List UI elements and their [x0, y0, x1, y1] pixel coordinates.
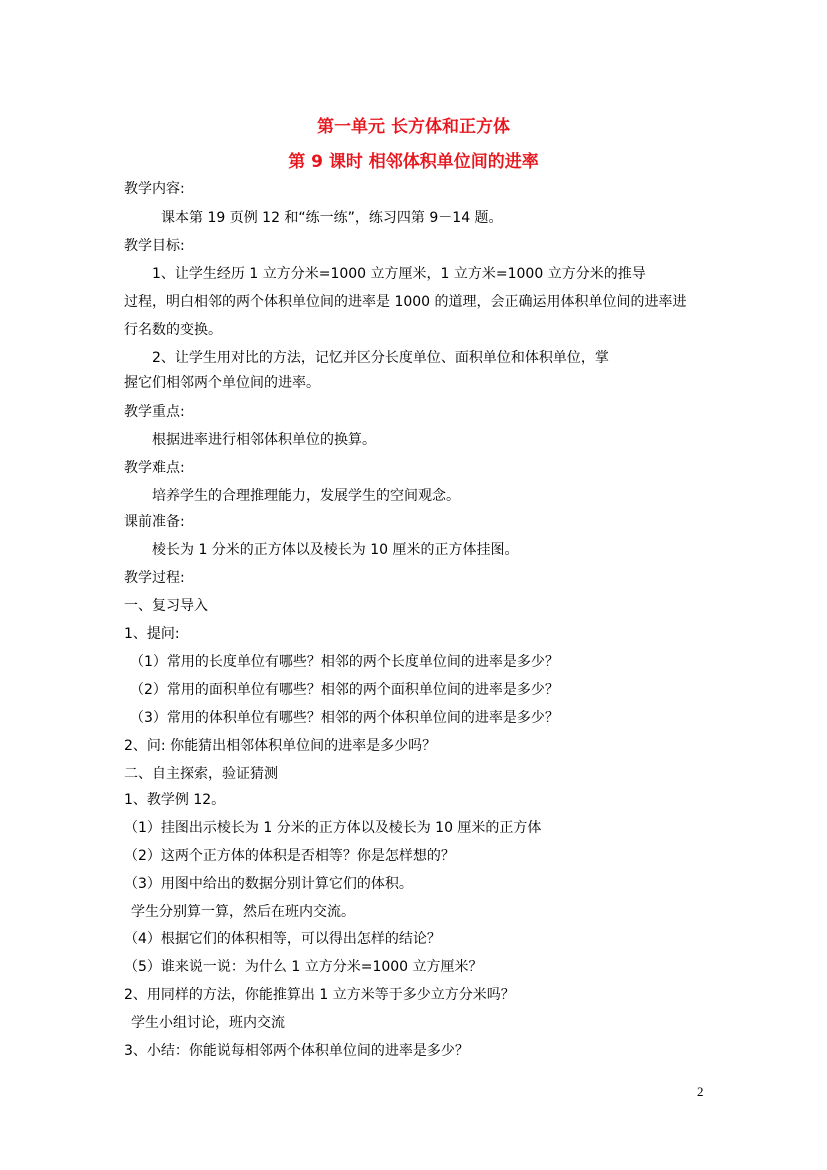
- text-line: 过程，明白相邻的两个体积单位间的进率是 1000 的道理，会正确运用体积单位间的进率进: [124, 294, 687, 310]
- text-line: （2）常用的面积单位有哪些？相邻的两个面积单位间的进率是多少？: [130, 682, 559, 698]
- text-line: 教学重点:: [124, 404, 185, 420]
- text-line: 2、让学生用对比的方法，记忆并区分长度单位、面积单位和体积单位，掌: [152, 350, 609, 366]
- text-line: 教学过程:: [124, 570, 185, 586]
- text-line: （4）根据它们的体积相等，可以得出怎样的结论？: [124, 931, 441, 947]
- text-line: 行名数的变换。: [124, 322, 222, 338]
- text-line: （2）这两个正方体的体积是否相等？你是怎样想的？: [124, 848, 455, 864]
- text-line: 3、小结：你能说每相邻两个体积单位间的进率是多少？: [124, 1043, 469, 1059]
- text-line: 学生小组讨论，班内交流: [131, 1015, 285, 1031]
- text-line: （1）常用的长度单位有哪些？相邻的两个长度单位间的进率是多少？: [130, 654, 559, 670]
- text-line: 2、用同样的方法，你能推算出 1 立方米等于多少立方分米吗？: [124, 987, 515, 1003]
- document-title: 第一单元 长方体和正方体: [317, 117, 510, 137]
- text-line: 教学内容:: [124, 181, 185, 197]
- text-line: 1、让学生经历 1 立方分米=1000 立方厘米，1 立方米=1000 立方分米的推导: [152, 266, 646, 282]
- text-line: 棱长为 1 分米的正方体以及棱长为 10 厘米的正方体挂图。: [152, 542, 519, 558]
- text-line: 课本第 19 页例 12 和“练一练”，练习四第 9－14 题。: [161, 210, 503, 226]
- text-line: 教学难点:: [124, 460, 185, 476]
- text-line: 2、问: 你能猜出相邻体积单位间的进率是多少吗？: [124, 738, 437, 754]
- text-line: 课前准备:: [124, 514, 185, 530]
- text-line: 一、复习导入: [124, 598, 208, 614]
- text-line: （3）常用的体积单位有哪些？相邻的两个体积单位间的进率是多少？: [130, 710, 559, 726]
- document-subtitle: 第 9 课时 相邻体积单位间的进率: [288, 152, 539, 172]
- text-line: 二、自主探索，验证猜测: [124, 766, 278, 782]
- text-line: （1）挂图出示棱长为 1 分米的正方体以及棱长为 10 厘米的正方体: [124, 820, 542, 836]
- text-line: （5）谁来说一说：为什么 1 立方分米=1000 立方厘米？: [124, 959, 483, 975]
- text-line: 1、教学例 12。: [124, 792, 226, 808]
- text-line: 1、提问:: [124, 626, 180, 642]
- text-line: 握它们相邻两个单位间的进率。: [124, 375, 320, 391]
- text-line: 学生分别算一算，然后在班内交流。: [131, 904, 355, 920]
- page-number: 2: [697, 1084, 704, 1099]
- text-line: 根据进率进行相邻体积单位的换算。: [152, 432, 376, 448]
- text-line: 教学目标:: [124, 238, 185, 254]
- text-line: 培养学生的合理推理能力，发展学生的空间观念。: [152, 488, 460, 504]
- text-line: （3）用图中给出的数据分别计算它们的体积。: [124, 876, 413, 892]
